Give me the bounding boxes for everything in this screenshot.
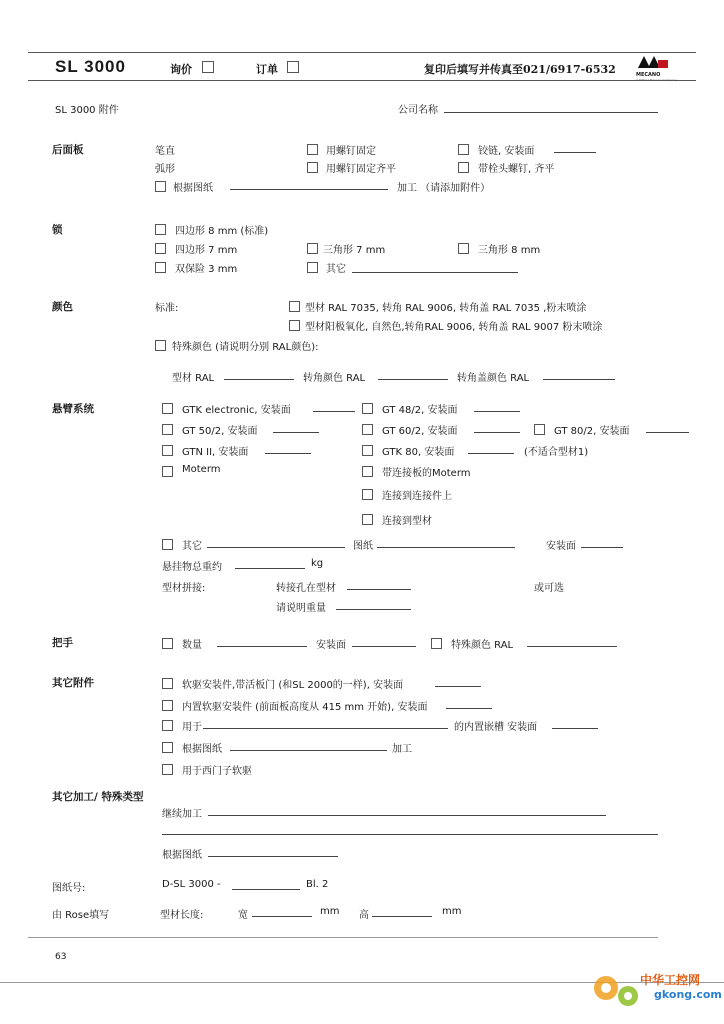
color-opt1-label: 型材 RAL 7035, 转角 RAL 9006, 转角盖 RAL 7035 ,粉末喷涂 — [305, 303, 587, 314]
header-bottom-rule — [28, 80, 696, 81]
handle-mount-label: 安装面 — [316, 640, 346, 651]
rear-panel-label: 后面板 — [52, 144, 84, 156]
company-label: 公司名称 — [398, 105, 438, 116]
gt48-input[interactable] — [474, 411, 520, 412]
lock-other-input[interactable] — [352, 272, 518, 273]
lock-double3-checkbox[interactable] — [155, 262, 166, 273]
order-label: 订单 — [256, 63, 278, 76]
profile-ral-input[interactable] — [224, 379, 294, 380]
handle-qty-input[interactable] — [217, 646, 307, 647]
fax-note: 复印后填写并传真至021/6917-6532 — [424, 63, 616, 76]
per-drawing-checkbox[interactable] — [155, 181, 166, 192]
acc1-input[interactable] — [435, 686, 481, 687]
gt60-label: GT 60/2, 安装面 — [382, 426, 458, 437]
optional-label: 或可选 — [534, 583, 564, 594]
lock-tri8-label: 三角形 8 mm — [478, 245, 541, 256]
arm-mount-input[interactable] — [581, 547, 623, 548]
gt50-label: GT 50/2, 安装面 — [182, 426, 258, 437]
moterm-checkbox[interactable] — [162, 466, 173, 477]
watermark-text: 中华工控网 — [640, 973, 701, 987]
page-number: 63 — [55, 952, 67, 962]
lock-tri7-label: 三角形 7 mm — [323, 245, 386, 256]
total-weight-label: 悬挂物总重约 — [162, 562, 222, 573]
gt80-input[interactable] — [646, 432, 689, 433]
color-special-label: 特殊颜色 (请说明分别 RAL颜色): — [172, 342, 319, 353]
screw-flush-label: 用螺钉固定齐平 — [326, 164, 396, 175]
other-accessories-label: 其它附件 — [52, 677, 94, 689]
arm-drawing-input[interactable] — [377, 547, 515, 548]
acc4-label: 根据图纸 — [182, 744, 222, 755]
arm-mount-label: 安装面 — [546, 541, 576, 552]
handle-special-input[interactable] — [527, 646, 617, 647]
acc1-label: 软驱安装件,带活板门 (和SL 2000的一样), 安装面 — [182, 680, 404, 691]
cover-ral-input[interactable] — [543, 379, 615, 380]
cover-ral-label: 转角盖颜色 RAL — [457, 373, 530, 384]
moterm-label: Moterm — [182, 464, 221, 475]
acc2-input[interactable] — [446, 708, 492, 709]
continue-machining-label: 继续加工 — [162, 809, 202, 820]
special-per-drawing-label: 根据图纸 — [162, 850, 202, 861]
order-checkbox[interactable] — [287, 61, 299, 73]
color-opt2-checkbox[interactable] — [289, 320, 300, 331]
handle-qty-label: 数量 — [182, 640, 202, 651]
inquiry-checkbox[interactable] — [202, 61, 214, 73]
swivel-hole-input[interactable] — [347, 589, 411, 590]
drawing-no-label: 图纸号: — [52, 883, 86, 894]
gtn-label: GTN II, 安装面 — [182, 447, 249, 458]
arm-system-label: 悬臂系统 — [52, 403, 94, 415]
continue-machining-input[interactable] — [208, 815, 606, 816]
accessory-heading: SL 3000 附件 — [55, 105, 119, 116]
acc5-checkbox[interactable] — [162, 764, 173, 775]
gt48-checkbox[interactable] — [362, 403, 373, 414]
to-connector-label: 连接到连接件上 — [382, 491, 452, 502]
gtk-electronic-label: GTK electronic, 安装面 — [182, 405, 291, 416]
splice-label: 型材拼接: — [162, 583, 206, 594]
gtk80-checkbox[interactable] — [362, 445, 373, 456]
weight-note-label: 请说明重量 — [276, 603, 326, 614]
moterm-plate-label: 带连接板的Moterm — [382, 468, 471, 479]
gt60-input[interactable] — [474, 432, 520, 433]
lock-square7-checkbox[interactable] — [155, 243, 166, 254]
swivel-hole-label: 转接孔在型材 — [276, 583, 336, 594]
lock-label: 锁 — [52, 224, 63, 236]
acc5-label: 用于西门子软驱 — [182, 766, 252, 777]
corner-ral-label: 转角颜色 RAL — [303, 373, 366, 384]
per-drawing-label: 根据图纸 — [173, 183, 213, 194]
special-per-drawing-input[interactable] — [208, 856, 338, 857]
handle-qty-checkbox[interactable] — [162, 638, 173, 649]
gt80-checkbox[interactable] — [534, 424, 545, 435]
continue-machining-line2[interactable] — [162, 834, 658, 835]
handle-label: 把手 — [52, 637, 73, 649]
corner-ral-input[interactable] — [378, 379, 448, 380]
logo-text: MECANO — [636, 72, 661, 78]
to-profile-label: 连接到型材 — [382, 516, 432, 527]
width-unit: mm — [320, 906, 340, 917]
color-standard-label: 标准: — [155, 303, 179, 314]
gtk80-note: (不适合型材1) — [524, 447, 589, 458]
profile-ral-label: 型材 RAL — [172, 373, 215, 384]
drawing-no-suffix: Bl. 2 — [306, 879, 329, 890]
acc4-input[interactable] — [230, 750, 387, 751]
to-profile-checkbox[interactable] — [362, 514, 373, 525]
arm-drawing-label: 图纸 — [353, 541, 373, 552]
straight-label: 笔直 — [155, 146, 175, 157]
moterm-plate-checkbox[interactable] — [362, 466, 373, 477]
lock-tri8-checkbox[interactable] — [458, 243, 469, 254]
footer-rule — [28, 937, 658, 938]
bolt-flush-checkbox[interactable] — [458, 162, 469, 173]
inquiry-label: 询价 — [170, 63, 192, 76]
company-input[interactable] — [444, 112, 658, 113]
mecano-logo-icon — [636, 54, 670, 70]
form-title: SL 3000 — [55, 57, 126, 76]
lock-square8-checkbox[interactable] — [155, 224, 166, 235]
height-unit: mm — [442, 906, 462, 917]
drawing-no-prefix: D-SL 3000 - — [162, 879, 221, 890]
header-top-rule — [28, 52, 696, 53]
height-label: 高 — [359, 910, 369, 921]
acc2-checkbox[interactable] — [162, 700, 173, 711]
gear-icon — [588, 966, 648, 1012]
lock-other-label: 其它 — [326, 264, 346, 275]
gtk-electronic-input[interactable] — [313, 411, 355, 412]
arc-label: 弧形 — [155, 164, 175, 175]
acc3-pre-label: 用于 — [182, 722, 202, 733]
gtk80-input[interactable] — [468, 453, 514, 454]
acc3-checkbox[interactable] — [162, 720, 173, 731]
rose-label: 由 Rose填写 — [52, 910, 110, 921]
handle-mount-input[interactable] — [352, 646, 416, 647]
lock-square8-label: 四边形 8 mm (标准) — [175, 226, 269, 237]
lock-tri7-checkbox[interactable] — [307, 243, 318, 254]
watermark — [588, 966, 648, 1015]
gtn-checkbox[interactable] — [162, 445, 173, 456]
lock-square7-label: 四边形 7 mm — [175, 245, 238, 256]
gtk80-label: GTK 80, 安装面 — [382, 447, 455, 458]
machining-label: 加工 （请添加附件） — [397, 183, 491, 194]
color-opt2-label: 型材阳极氧化, 自然色,转角RAL 9006, 转角盖 RAL 9007 粉末喷涂 — [305, 322, 603, 333]
lock-double3-label: 双保险 3 mm — [175, 264, 238, 275]
per-drawing-input[interactable] — [230, 189, 388, 190]
handle-special-checkbox[interactable] — [431, 638, 442, 649]
arm-other-label: 其它 — [182, 541, 202, 552]
gtn-input[interactable] — [265, 453, 311, 454]
handle-special-label: 特殊颜色 RAL — [451, 640, 514, 651]
lock-other-checkbox[interactable] — [307, 262, 318, 273]
weight-note-input[interactable] — [336, 609, 411, 610]
width-label: 宽 — [238, 910, 248, 921]
acc4-post-label: 加工 — [392, 744, 412, 755]
profile-length-label: 型材长度: — [160, 910, 204, 921]
screw-flush-checkbox[interactable] — [307, 162, 318, 173]
gt80-label: GT 80/2, 安装面 — [554, 426, 630, 437]
mecano-logo — [636, 54, 677, 82]
special-machining-label: 其它加工/ 特殊类型 — [52, 791, 144, 803]
hinge-input[interactable] — [554, 152, 596, 153]
arm-other-checkbox[interactable] — [162, 539, 173, 550]
gt60-checkbox[interactable] — [362, 424, 373, 435]
watermark-url: gkong.com — [654, 988, 722, 1001]
to-connector-checkbox[interactable] — [362, 489, 373, 500]
height-input[interactable] — [372, 916, 432, 917]
total-weight-input[interactable] — [235, 568, 305, 569]
hinge-label: 铰链, 安装面 — [478, 146, 535, 157]
color-opt1-checkbox[interactable] — [289, 301, 300, 312]
width-input[interactable] — [252, 916, 312, 917]
gt48-label: GT 48/2, 安装面 — [382, 405, 458, 416]
color-special-checkbox[interactable] — [155, 340, 166, 351]
screw-fixed-label: 用螺钉固定 — [326, 146, 376, 157]
gtk-electronic-checkbox[interactable] — [162, 403, 173, 414]
arm-other-input[interactable] — [207, 547, 345, 548]
acc3-post-label: 的内置嵌槽 安装面 — [454, 722, 538, 733]
acc4-checkbox[interactable] — [162, 742, 173, 753]
drawing-no-input[interactable] — [232, 889, 300, 890]
color-label: 颜色 — [52, 301, 73, 313]
gt50-input[interactable] — [273, 432, 319, 433]
acc2-label: 内置软驱安装件 (前面板高度从 415 mm 开始), 安装面 — [182, 702, 428, 713]
gt50-checkbox[interactable] — [162, 424, 173, 435]
hinge-checkbox[interactable] — [458, 144, 469, 155]
bolt-flush-label: 带栓头螺钉, 齐平 — [478, 164, 555, 175]
acc3-mount-input[interactable] — [552, 728, 598, 729]
acc3-input[interactable] — [203, 728, 448, 729]
screw-fixed-checkbox[interactable] — [307, 144, 318, 155]
kg-unit: kg — [311, 558, 324, 569]
acc1-checkbox[interactable] — [162, 678, 173, 689]
